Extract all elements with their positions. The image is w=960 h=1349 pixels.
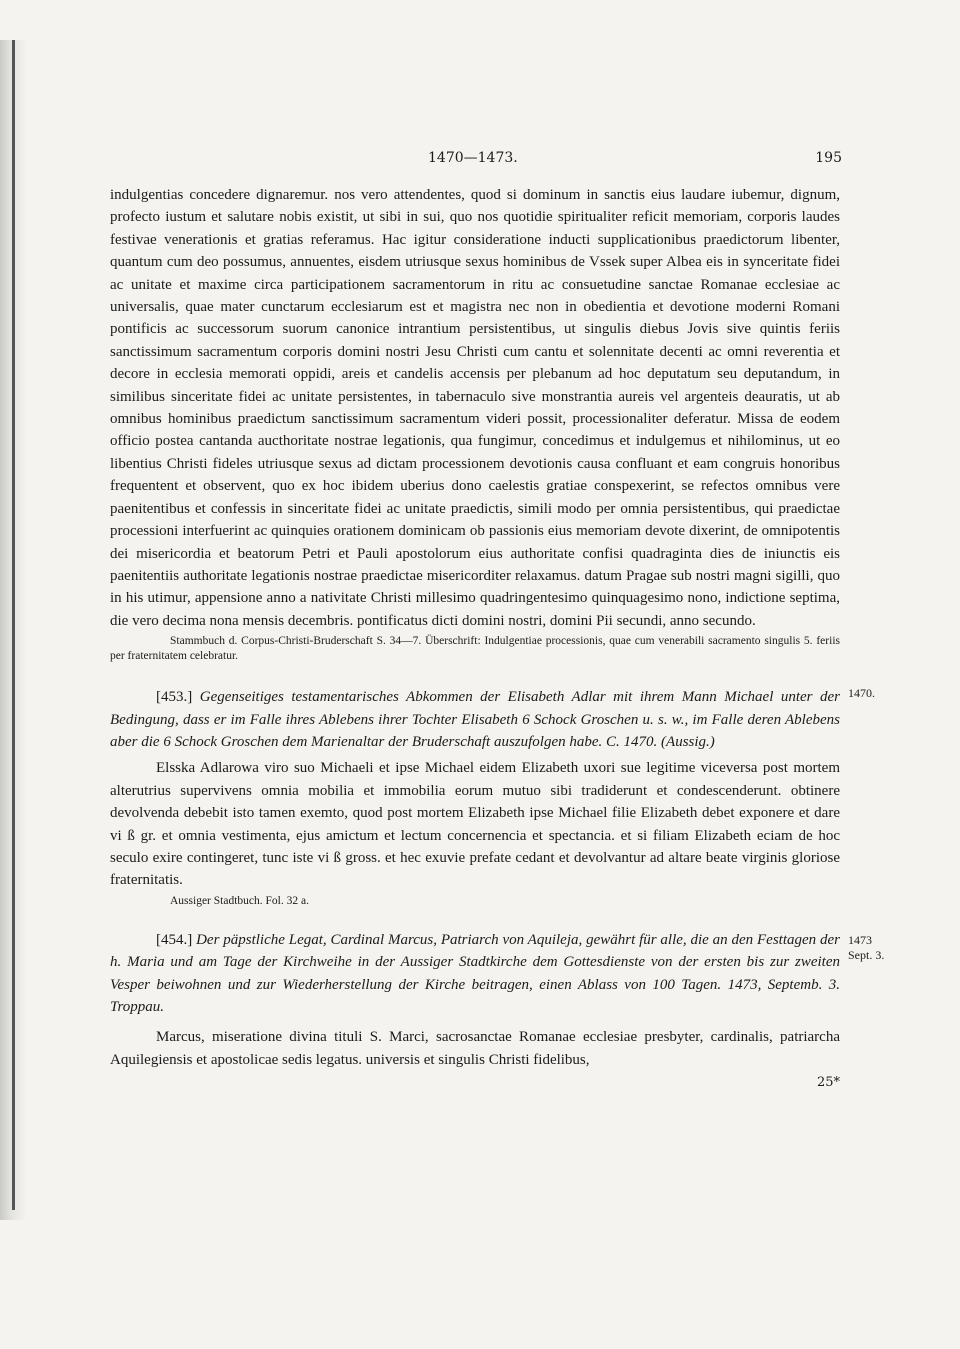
document-454-number: [454.] [156, 931, 193, 948]
running-head [110, 150, 840, 172]
margin-date-454-year: 1473 [848, 932, 872, 947]
running-head-years: 1470—1473. [428, 150, 518, 166]
document-454-text: Marcus, miseratione divina tituli S. Marci, sacrosanctae Romanae ecclesiae presbyter, cardinalis, patriarcha Aquilegiensis et apostolicae sedis legatus. universis et singulis Christi fidelibus, [110, 1029, 840, 1068]
page [110, 150, 885, 1091]
scan-binding-line [12, 40, 15, 1210]
document-453-title: Gegenseitiges testamentarisches Abkommen der Elisabeth Adlar mit ihrem Mann Michael unter der Bedingung, dass er im Falle ihres Ablebens ihrer Tochter Elisabeth 6 Schock Groschen u. s. w., im Falle deren Ablebens aber die 6 Schock Groschen dem Marienaltar der Bruderschaft auszufolgen habe. C. 1470. (Aussig.) [110, 689, 840, 750]
margin-date-454-day: Sept. 3. [848, 947, 885, 962]
signature-mark: 25* [816, 1075, 840, 1091]
document-454-heading [110, 929, 885, 1019]
document-454-title: Der päpstliche Legat, Cardinal Marcus, Patriarch von Aquileja, gewährt für alle, die an den Festtagen der h. Maria und am Tage der Kirchweihe in der Aussiger Stadtkirche dem Gottesdienste von der ersten bis zur zweiten Vesper beiwohnen und zur Wiederherstellung der Kirche beitragen, einen Ablass von 100 Tagen. 1473, Septemb. 3. Troppau. [110, 931, 840, 1015]
document-453-number: [453.] [156, 689, 193, 706]
document-453-text: Elsska Adlarowa viro suo Michaeli et ipse Michael eidem Elizabeth uxori sue legitime viceversa post mortem alterutrius supervivens omnia mobilia et immobilia eorum mutuo sibi tradiderunt et condescenderunt. obtinere devolvenda debebit isto tamen exemto, quod post mortem Elizabeth ipse Michael filie Elizabeth debet exponere et dare vi ß gr. et omnia vestimenta, ejus amictum et lectum concernencia et spectancia. et si filiam Elizabeth eciam de hoc seculo exire contingeret, tunc iste vi ß gross. et hec exuvie prefate cedant et devolvantur ad altare beate virginis gloriose fraternitatis. [110, 760, 840, 889]
page-number: 195 [815, 150, 842, 166]
margin-date-454 [848, 933, 908, 963]
source-note-452: Stammbuch d. Corpus-Christi-Bruderschaft S. 34—7. Überschrift: Indulgentiae processionis, quae cum venerabili sacramento singulis 5. feriis per fraternitatem celebratur. [110, 635, 840, 663]
source-note-453: Aussiger Stadtbuch. Fol. 32 a. [170, 894, 309, 907]
paragraph-continuation: indulgentias concedere dignaremur. nos vero attendentes, quod si dominum in sanctis eius laudare iubemur, dignum, profecto iustum et salutare nobis existit, ut sibi in sui, quo nos quotidie spiritualiter reficit memoriam, corporis laudes festivae venerationis et gratias referamus. Hac igitur consideratione inducti supplicationibus praedictorum libenter, quantum cum deo possumus, annuentes, eisdem utriusque sexus hominibus de Vssek super Albea eis in synceritate fidei ac unitate et maxime circa participationem sacramentorum in ritu ac consuetudine sanctae Romanae ecclesiae ac universalis, quae mater cunctarum ecclesiarum est et magistra nec non in obedientia et devotione moderni Romani pontificis ac successorum suorum canonice intrantium persistentibus, ut singulis diebus Jovis sive quintis feriis sanctissimum sacramentum corporis domini nostri Jesu Christi cum cantu et solennitate decenti ac omni reverentia et decore in ecclesia memorati oppidi, areis et candelis accensis per plebanum ad hoc deputatum seu deputandum, in similibus sinceritate fidei ac unitate persistentes, in tabernaculo sive monstrantia aureis vel argenteis deauratis, ut ab omnibus hominibus praedictum sanctissimum sacramentum videri possit, processionaliter deferatur. Missa de eodem officio postea cantanda aucthoritate nostrae legationis, qua fungimur, concedimus et indulgemus et nihilominus, ut eo libentius Christi fideles utriusque sexus ad dictam processionem devotionis causa confluant et eam congruis honoribus frequentent et observent, quo ex hoc ibidem uberius dono caelestis gratiae conspexerint, se refectos omnibus vere paenitentibus et confessis in sinceritate fidei ac unitate praedictis, simili modo per omnia persistentibus, qui praedictae processioni interfuerint ac quinquies orationem dominicam ob passionis eius memoriam devote dixerint, de omnipotentis dei misericordia et beatorum Petri et Pauli apostolorum eius authoritate confisi quadraginta dies de iniunctis eis paenitentiis authoritate legationis nostrae praedictae misericorditer relaxamus. datum Pragae sub nostri magni sigilli, quo in his utimur, appensione anno a nativitate Christi millesimo quadringentesimo quinquagesimo nono, indictione septima, die vero decima nona mensis decembris. pontificatus dicti domini nostri, domini Pii secundi, anno secundo. [110, 187, 840, 629]
document-453-heading [110, 686, 875, 753]
margin-date-453: 1470. [848, 686, 875, 701]
